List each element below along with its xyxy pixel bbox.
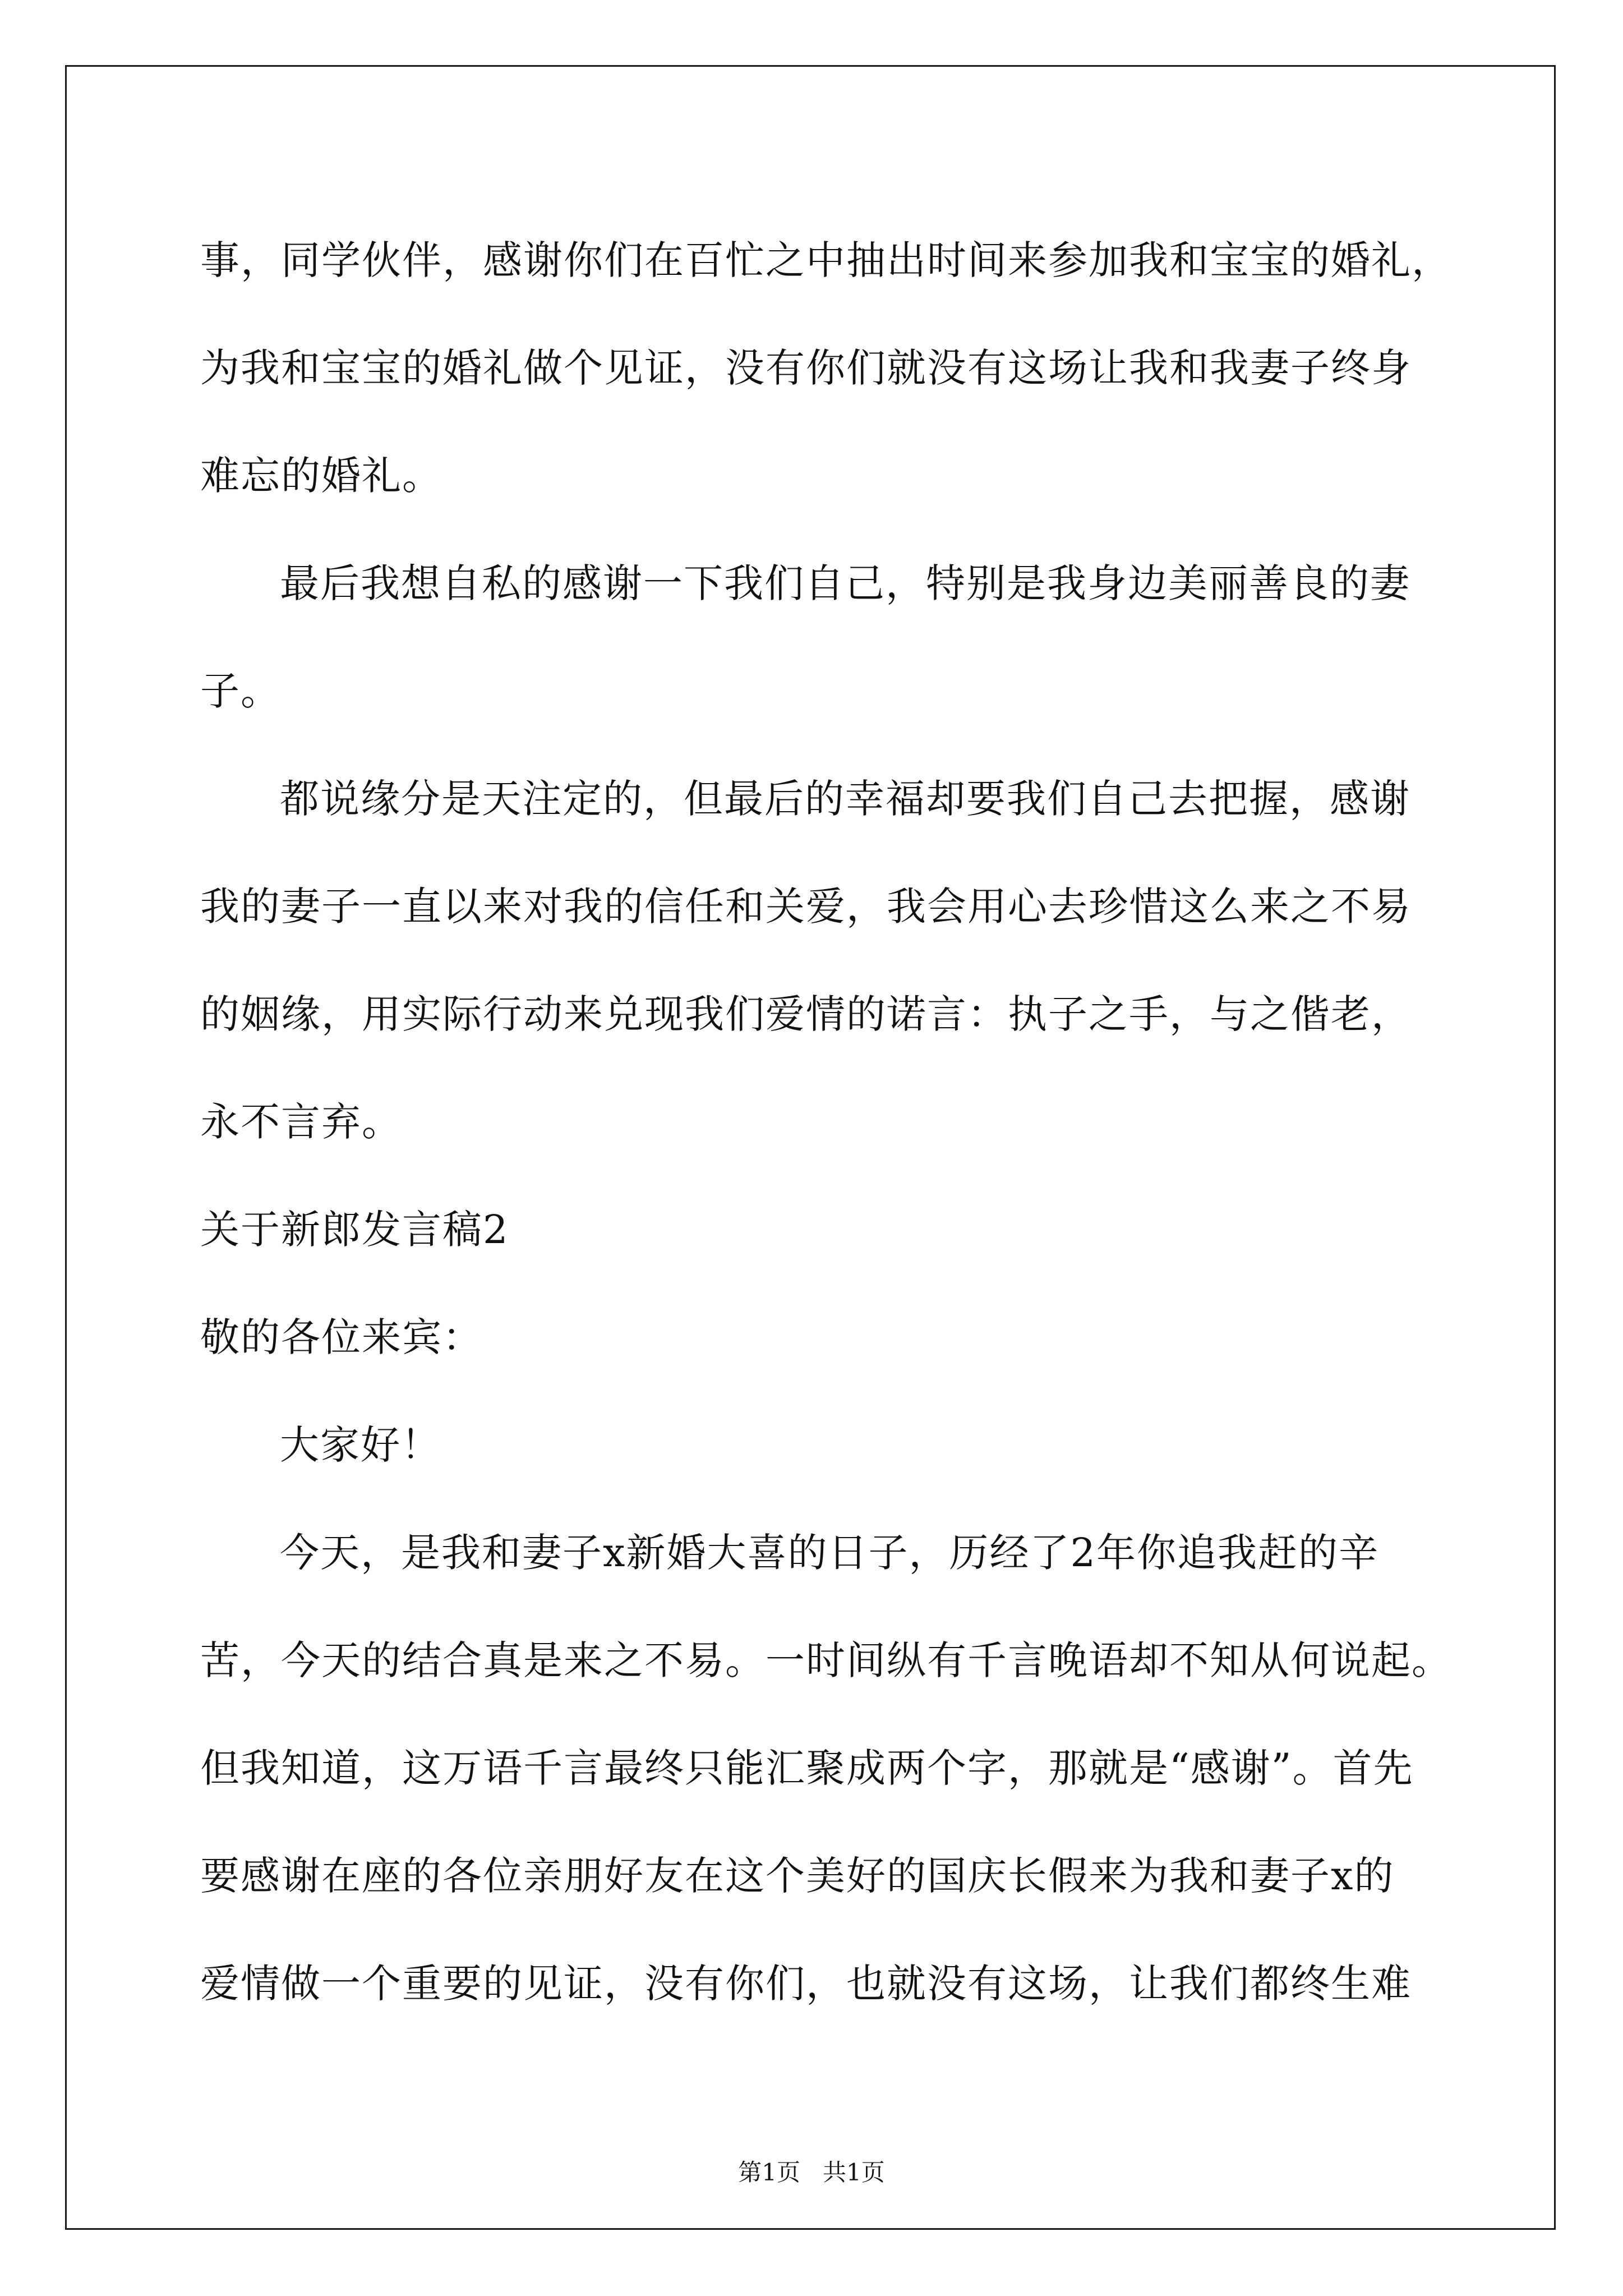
text-line: 事，同学伙伴，感谢你们在百忙之中抽出时间来参加我和宝宝的婚礼， xyxy=(200,237,1452,283)
section-heading: 关于新郎发言稿2 xyxy=(200,1207,509,1253)
text-line: 子。 xyxy=(200,668,281,714)
text-line: 苦，今天的结合真是来之不易。一时间纵有千言晚语却不知从何说起。 xyxy=(200,1637,1452,1683)
text-line: 难忘的婚礼。 xyxy=(200,453,442,499)
text-line: 为我和宝宝的婚礼做个见证，没有你们就没有这场让我和我妻子终身 xyxy=(200,345,1412,391)
salutation: 敬的各位来宾： xyxy=(200,1314,483,1360)
text-line: 我的妻子一直以来对我的信任和关爱，我会用心去珍惜这么来之不易 xyxy=(200,884,1412,930)
text-line: 最后我想自私的感谢一下我们自己，特别是我身边美丽善良的妻 xyxy=(280,560,1410,606)
text-line: 的姻缘，用实际行动来兑现我们爱情的诺言：执子之手，与之偕老， xyxy=(200,991,1412,1037)
text-line: 今天，是我和妻子x新婚大喜的日子，历经了2年你追我赶的辛 xyxy=(280,1530,1380,1576)
greeting: 大家好！ xyxy=(280,1422,441,1468)
text-line: 要感谢在座的各位亲朋好友在这个美好的国庆长假来为我和妻子x的 xyxy=(200,1853,1395,1899)
text-line: 爱情做一个重要的见证，没有你们，也就没有这场，让我们都终生难 xyxy=(200,1961,1412,2007)
text-line: 都说缘分是天注定的，但最后的幸福却要我们自己去把握，感谢 xyxy=(280,776,1410,822)
text-line: 但我知道，这万语千言最终只能汇聚成两个字，那就是“感谢”。首先 xyxy=(200,1745,1414,1791)
page-footer: 第1页 共1页 xyxy=(738,2159,885,2186)
text-line: 永不言弃。 xyxy=(200,1099,402,1145)
document-body xyxy=(200,206,1452,2037)
